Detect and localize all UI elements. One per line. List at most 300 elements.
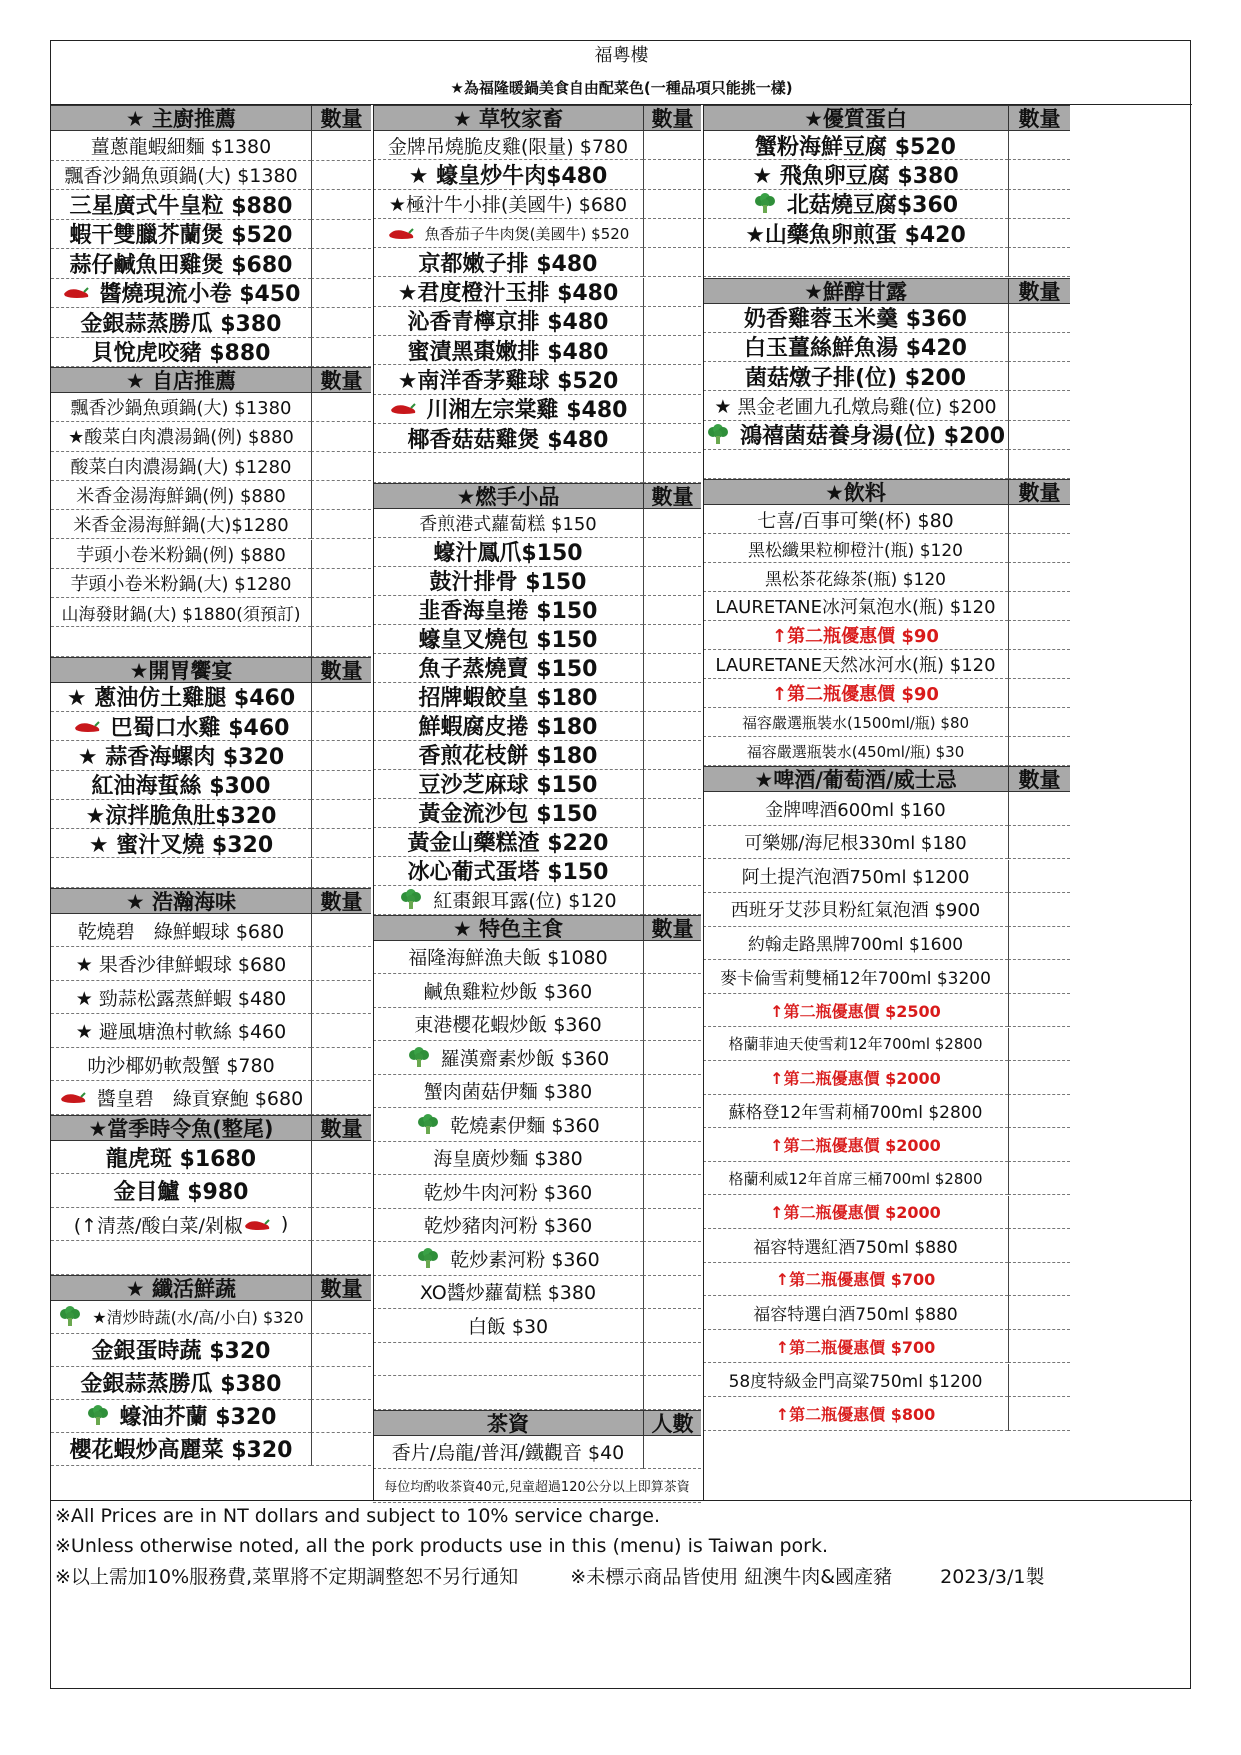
quantity-cell[interactable]: [311, 1433, 371, 1466]
quantity-cell[interactable]: [311, 1208, 371, 1242]
quantity-cell[interactable]: [1008, 1196, 1070, 1230]
quantity-cell[interactable]: [311, 1334, 371, 1367]
menu-item: [373, 278, 643, 307]
menu-item: [373, 453, 643, 482]
quantity-cell[interactable]: [643, 395, 701, 424]
chili-icon: [243, 1213, 281, 1235]
quantity-cell[interactable]: [1008, 450, 1070, 479]
menu-item-text: 福隆海鮮漁夫飯 $1080: [408, 947, 608, 970]
quantity-cell[interactable]: [1008, 391, 1070, 420]
quantity-cell[interactable]: [643, 1209, 701, 1243]
menu-item-text: ↑第二瓶優惠價 $800: [775, 1404, 936, 1424]
section-header: ★ 自店推薦: [51, 367, 311, 393]
menu-item-text: ↑第二瓶優惠價 $700: [775, 1270, 936, 1290]
quantity-cell[interactable]: [1008, 248, 1070, 277]
menu-item: [373, 1209, 643, 1243]
quantity-cell[interactable]: [1008, 160, 1070, 189]
menu-item-text: 金牌啤酒600ml $160: [765, 799, 946, 821]
quantity-cell[interactable]: [1008, 679, 1070, 708]
quantity-cell[interactable]: [311, 249, 371, 279]
quantity-cell[interactable]: [1008, 1296, 1070, 1330]
quantity-cell[interactable]: [643, 857, 701, 886]
quantity-cell[interactable]: [643, 741, 701, 770]
menu-item: [51, 131, 311, 161]
menu-item: [373, 1175, 643, 1209]
menu-item-text: 豆沙芝麻球 $150: [418, 773, 598, 799]
menu-item-text: 蒜仔鹹魚田雞煲 $680: [69, 252, 293, 278]
quantity-cell[interactable]: [1008, 927, 1070, 961]
menu-item: [703, 219, 1008, 248]
menu-item: [51, 627, 311, 656]
quantity-cell[interactable]: [643, 453, 701, 482]
quantity-cell[interactable]: [311, 981, 371, 1015]
quantity-cell[interactable]: [311, 1081, 371, 1115]
menu-item: [373, 1108, 643, 1142]
quantity-cell[interactable]: [1008, 621, 1070, 650]
menu-item: [373, 1469, 701, 1503]
quantity-cell[interactable]: [1008, 1028, 1070, 1062]
menu-item-text: 麥卡倫雪莉雙桶12年700ml $3200: [720, 969, 991, 990]
menu-item-text: 米香金湯海鮮鍋(例) $880: [76, 486, 286, 508]
quantity-cell[interactable]: [1008, 592, 1070, 621]
menu-item-text: 招牌蝦餃皇 $180: [418, 686, 598, 712]
menu-item-text: ★ 勁蒜松露蒸鮮蝦 $480: [75, 987, 287, 1010]
quantity-cell[interactable]: [311, 598, 371, 627]
menu-item-text: 椰香菇菇雞煲 $480: [407, 427, 609, 453]
menu-item: [703, 421, 1008, 450]
quantity-cell[interactable]: [643, 683, 701, 712]
menu-item: [51, 1174, 311, 1208]
quantity-cell[interactable]: [1008, 362, 1070, 391]
menu-item: [51, 452, 311, 481]
menu-item-text: 沁香青檸京排 $480: [407, 310, 609, 336]
menu-item: [703, 1397, 1008, 1431]
quantity-cell[interactable]: [1008, 333, 1070, 362]
menu-item: [373, 538, 643, 567]
quantity-cell[interactable]: [311, 279, 371, 309]
menu-item: [703, 1162, 1008, 1196]
quantity-cell[interactable]: [311, 308, 371, 338]
menu-item: [703, 1028, 1008, 1062]
quantity-cell[interactable]: [643, 974, 701, 1008]
menu-item-text: 鴻禧菌菇養身湯(位) $200: [740, 424, 1005, 450]
quantity-cell[interactable]: [311, 393, 371, 422]
menu-item: [373, 1008, 643, 1042]
section-header: ★鮮醇甘露: [703, 278, 1008, 304]
menu-item: [373, 799, 643, 828]
menu-item: [51, 829, 311, 858]
menu-item-text: 每位均酌收茶資40元,兒童超過120公分以上即算茶資: [384, 1480, 690, 1496]
quantity-cell[interactable]: [643, 1175, 701, 1209]
quantity-cell[interactable]: [311, 569, 371, 598]
quantity-cell[interactable]: [1008, 1397, 1070, 1431]
quantity-cell[interactable]: [311, 829, 371, 858]
quantity-header: 數量: [643, 105, 701, 131]
quantity-cell[interactable]: [1008, 792, 1070, 826]
quantity-cell[interactable]: [643, 1041, 701, 1075]
quantity-cell[interactable]: [643, 131, 701, 160]
quantity-cell[interactable]: [1008, 1364, 1070, 1398]
menu-item: [703, 505, 1008, 534]
menu-item: [373, 974, 643, 1008]
quantity-cell[interactable]: [1008, 505, 1070, 534]
menu-item-text: LAURETANE冰河氣泡水(瓶) $120: [715, 597, 996, 619]
quantity-cell[interactable]: [1008, 960, 1070, 994]
menu-item: [703, 391, 1008, 420]
quantity-cell[interactable]: [311, 1241, 371, 1275]
menu-item: [51, 1433, 311, 1466]
menu-item-text: 西班牙艾莎貝粉紅氣泡酒 $900: [730, 900, 981, 922]
menu-item: [703, 994, 1008, 1028]
quantity-cell[interactable]: [311, 627, 371, 656]
menu-item-text: 米香金湯海鮮鍋(大)$1280: [73, 515, 289, 537]
quantity-cell[interactable]: [643, 538, 701, 567]
quantity-cell[interactable]: [643, 1242, 701, 1276]
section-header: ★ 纖活鮮蔬: [51, 1275, 311, 1301]
menu-item-text: ↑第二瓶優惠價 $90: [772, 684, 939, 706]
quantity-cell[interactable]: [311, 131, 371, 161]
menu-item: [51, 1208, 311, 1242]
menu-item-text: ↑第二瓶優惠價 $2500: [770, 1001, 941, 1021]
quantity-cell[interactable]: [643, 219, 701, 248]
menu-item-text: 薑蔥龍蝦細麵 $1380: [90, 135, 272, 158]
menu-item: [373, 741, 643, 770]
menu-item-text: 魚子蒸燒賣 $150: [418, 657, 598, 683]
quantity-cell[interactable]: [1008, 1229, 1070, 1263]
chili-icon: [59, 1087, 97, 1109]
menu-item: [703, 1061, 1008, 1095]
menu-item-text: 格蘭利威12年首席三桶700ml $2800: [728, 1169, 983, 1188]
section-header: ★啤酒/葡萄酒/威士忌: [703, 766, 1008, 792]
footer-note-prices: ※All Prices are in NT dollars and subject to 10% service charge.: [51, 1500, 1192, 1530]
quantity-cell[interactable]: [311, 540, 371, 569]
quantity-cell[interactable]: [643, 828, 701, 857]
menu-item: [373, 1309, 643, 1343]
menu-item: [373, 248, 643, 277]
menu-item-text: 飄香沙鍋魚頭鍋(大) $1380: [64, 165, 298, 188]
quantity-cell[interactable]: [311, 914, 371, 948]
menu-item: [703, 1128, 1008, 1162]
quantity-cell[interactable]: [643, 1343, 701, 1377]
quantity-cell[interactable]: [311, 452, 371, 481]
quantity-cell[interactable]: [643, 1436, 701, 1470]
menu-item: [51, 800, 311, 829]
chili-icon: [389, 396, 427, 421]
quantity-cell[interactable]: [643, 1276, 701, 1310]
menu-item-text: ★君度橙汁玉排 $480: [397, 281, 619, 307]
menu-item: [51, 1048, 311, 1082]
menu-item-text: ↑第二瓶優惠價 $2000: [770, 1136, 941, 1156]
menu-item: [703, 248, 1008, 277]
quantity-cell[interactable]: [643, 596, 701, 625]
menu-item: [51, 393, 311, 422]
quantity-cell[interactable]: [311, 422, 371, 451]
quantity-cell[interactable]: [311, 481, 371, 510]
section-header: ★開胃饗宴: [51, 657, 311, 683]
quantity-header: 數量: [311, 105, 371, 131]
menu-item-text: 海皇廣炒麵 $380: [433, 1148, 583, 1171]
quantity-cell[interactable]: [311, 800, 371, 829]
quantity-cell[interactable]: [1008, 190, 1070, 219]
menu-item: [51, 338, 311, 368]
menu-item: [373, 160, 643, 189]
quantity-cell[interactable]: [643, 1142, 701, 1176]
footer-note-pork: ※Unless otherwise noted, all the pork products use in this (menu) is Taiwan pork.: [55, 1535, 828, 1557]
menu-item: [51, 161, 311, 191]
menu-item: [51, 1141, 311, 1175]
quantity-cell[interactable]: [1008, 826, 1070, 860]
menu-item-text: 芋頭小卷米粉鍋(例) $880: [76, 544, 286, 566]
menu-item: [51, 947, 311, 981]
quantity-cell[interactable]: [311, 1367, 371, 1400]
menu-item-text: 蝦干雙臘芥蘭煲 $520: [69, 223, 293, 249]
section-header: ★飲料: [703, 479, 1008, 505]
quantity-cell[interactable]: [1008, 860, 1070, 894]
menu-item-text: ★ 飛魚卵豆腐 $380: [752, 163, 959, 189]
menu-item-text: 韭香海皇捲 $150: [418, 599, 598, 625]
quantity-cell[interactable]: [1008, 219, 1070, 248]
section-header: 茶資: [373, 1410, 643, 1436]
quantity-cell[interactable]: [311, 1301, 371, 1334]
menu-item-text: 白玉薑絲鮮魚湯 $420: [744, 336, 967, 362]
menu-item: [373, 683, 643, 712]
quantity-cell[interactable]: [643, 886, 701, 915]
quantity-cell[interactable]: [1008, 650, 1070, 679]
menu-item: [51, 569, 311, 598]
quantity-cell[interactable]: [311, 712, 371, 741]
menu-item: [373, 219, 643, 248]
quantity-cell[interactable]: [643, 509, 701, 538]
quantity-cell[interactable]: [1008, 1095, 1070, 1129]
quantity-cell[interactable]: [311, 1048, 371, 1082]
menu-item-text: 鮮蝦腐皮捲 $180: [418, 715, 598, 741]
quantity-cell[interactable]: [643, 770, 701, 799]
menu-item: [373, 1075, 643, 1109]
section-header: ★當季時令魚(整尾): [51, 1115, 311, 1141]
quantity-cell[interactable]: [311, 1014, 371, 1048]
quantity-cell[interactable]: [311, 771, 371, 800]
quantity-cell[interactable]: [311, 859, 371, 888]
menu-item-text: 金牌吊燒脆皮雞(限量) $780: [387, 135, 629, 158]
quantity-header: 數量: [1008, 278, 1070, 304]
quantity-cell[interactable]: [311, 1174, 371, 1208]
quantity-cell[interactable]: [643, 160, 701, 189]
quantity-header: 數量: [1008, 479, 1070, 505]
item-suffix: ): [280, 1213, 289, 1236]
quantity-cell[interactable]: [643, 190, 701, 219]
menu-item-text: 乾炒牛肉河粉 $360: [423, 1181, 593, 1204]
menu-item-text: 菌菇燉子排(位) $200: [745, 365, 966, 391]
menu-item-text: 芋頭小卷米粉鍋(大) $1280: [70, 573, 292, 595]
menu-item: [373, 1242, 643, 1276]
quantity-header: 數量: [311, 888, 371, 914]
menu-item: [51, 1241, 311, 1275]
menu-item: [51, 1301, 311, 1334]
menu-item-text: 櫻花蝦炒高麗菜 $320: [69, 1438, 293, 1464]
quantity-cell[interactable]: [311, 1141, 371, 1175]
menu-item-text: 蜜漬黑棗嫩排 $480: [407, 339, 609, 365]
menu-item-text: 東港櫻花蝦炒飯 $360: [414, 1014, 602, 1037]
quantity-cell[interactable]: [1008, 131, 1070, 160]
menu-item: [51, 220, 311, 250]
menu-item: [373, 828, 643, 857]
menu-item: [373, 857, 643, 886]
quantity-cell[interactable]: [1008, 563, 1070, 592]
quantity-cell[interactable]: [1008, 893, 1070, 927]
menu-item-text: 58度特級金門高粱750ml $1200: [728, 1372, 983, 1393]
menu-item: [51, 1400, 311, 1433]
quantity-cell[interactable]: [1008, 1162, 1070, 1196]
menu-item-text: ★ 避風塘漁村軟絲 $460: [75, 1021, 287, 1044]
menu-item: [373, 424, 643, 453]
menu-sheet: [50, 40, 1191, 1689]
menu-item: [51, 712, 311, 741]
quantity-header: 數量: [311, 657, 371, 683]
menu-subtitle: ★為福隆暖鍋美食自由配菜色(一種品項只能挑一樣): [51, 71, 1192, 105]
section-header: ★ 浩瀚海味: [51, 888, 311, 914]
quantity-cell[interactable]: [1008, 737, 1070, 766]
menu-item-text: 北菇燒豆腐$360: [786, 193, 959, 219]
menu-item-text: 川湘左宗棠雞 $480: [426, 398, 628, 424]
chili-icon: [387, 224, 425, 242]
menu-item: [373, 625, 643, 654]
quantity-cell[interactable]: [311, 510, 371, 539]
menu-item-text: ↑第二瓶優惠價 $90: [772, 626, 939, 648]
quantity-cell[interactable]: [643, 424, 701, 453]
menu-item: [373, 770, 643, 799]
footer-service-text: ※以上需加10%服務費,菜單將不定期調整恕不另行通知: [55, 1566, 519, 1588]
quantity-cell[interactable]: [643, 1075, 701, 1109]
restaurant-title: 福粵樓: [594, 45, 649, 66]
menu-item-text: ★ 蜜汁叉燒 $320: [88, 832, 274, 858]
quantity-cell[interactable]: [643, 1008, 701, 1042]
menu-item-text: 白飯 $30: [467, 1315, 549, 1338]
menu-item-text: 醬燒現流小卷 $450: [99, 282, 301, 308]
quantity-cell[interactable]: [1008, 708, 1070, 737]
menu-item-text: 金銀蛋時蔬 $320: [91, 1339, 271, 1365]
quantity-cell[interactable]: [643, 278, 701, 307]
menu-item-text: 乾炒素河粉 $360: [450, 1248, 600, 1271]
menu-item: [51, 1014, 311, 1048]
broccoli-icon: [399, 888, 433, 911]
quantity-cell[interactable]: [311, 161, 371, 191]
broccoli-icon: [58, 1306, 92, 1328]
menu-item-text: 乾燒素伊麵 $360: [450, 1114, 600, 1137]
quantity-header: 數量: [311, 367, 371, 393]
quantity-cell[interactable]: [643, 654, 701, 683]
menu-item-text: 奶香雞蓉玉米羹 $360: [744, 307, 967, 333]
menu-item: [373, 1041, 643, 1075]
quantity-cell[interactable]: [643, 567, 701, 596]
menu-item: [703, 1330, 1008, 1364]
section-header: ★ 特色主食: [373, 915, 643, 941]
quantity-cell[interactable]: [1008, 1128, 1070, 1162]
menu-item-text: 蠔皇叉燒包 $150: [418, 628, 598, 654]
menu-item: [373, 596, 643, 625]
quantity-cell[interactable]: [311, 1400, 371, 1433]
menu-item: [703, 650, 1008, 679]
menu-item-text: ★ 蒜香海螺肉 $320: [77, 744, 285, 770]
menu-item-text: 黑松纖果粒柳橙汁(瓶) $120: [748, 540, 963, 561]
quantity-cell[interactable]: [1008, 304, 1070, 333]
menu-item-text: 飄香沙鍋魚頭鍋(大) $1380: [70, 398, 292, 420]
broccoli-icon: [416, 1113, 450, 1136]
quantity-cell[interactable]: [311, 947, 371, 981]
quantity-cell[interactable]: [311, 190, 371, 220]
quantity-cell[interactable]: [643, 365, 701, 394]
quantity-cell[interactable]: [643, 941, 701, 975]
menu-item: [373, 654, 643, 683]
menu-item-text: 蟹肉菌菇伊麵 $380: [423, 1081, 593, 1104]
quantity-cell[interactable]: [1008, 1330, 1070, 1364]
menu-item: [51, 1334, 311, 1367]
quantity-cell[interactable]: [643, 1309, 701, 1343]
menu-item-text: 鹹魚雞粒炒飯 $360: [423, 980, 593, 1003]
menu-item: [373, 509, 643, 538]
broccoli-icon: [86, 1403, 120, 1428]
menu-item-text: 魚香茄子牛肉煲(美國牛) $520: [424, 224, 630, 243]
quantity-cell[interactable]: [1008, 1061, 1070, 1095]
quantity-cell[interactable]: [643, 307, 701, 336]
menu-item: [373, 1276, 643, 1310]
menu-item-text: 福容特選白酒750ml $880: [753, 1305, 958, 1326]
menu-item-text: 巴蜀口水雞 $460: [110, 715, 290, 741]
quantity-cell[interactable]: [643, 248, 701, 277]
menu-item-text: ★ 果香沙律鮮蝦球 $680: [75, 954, 287, 977]
quantity-cell[interactable]: [1008, 1263, 1070, 1297]
menu-item: [51, 859, 311, 888]
menu-item-text: ★涼拌脆魚肚$320: [85, 803, 277, 829]
menu-item: [51, 981, 311, 1015]
quantity-cell[interactable]: [643, 1108, 701, 1142]
menu-item-text: 叻沙椰奶軟殼蟹 $780: [87, 1054, 275, 1077]
quantity-header: 數量: [1008, 105, 1070, 131]
menu-item: [703, 304, 1008, 333]
chili-icon: [62, 280, 100, 305]
menu-item: [703, 960, 1008, 994]
menu-item-text: ★ 蠔皇炒牛肉$480: [408, 163, 608, 189]
quantity-cell[interactable]: [643, 625, 701, 654]
menu-item: [51, 249, 311, 279]
menu-item-text: 鼓汁排骨 $150: [429, 570, 587, 596]
quantity-cell[interactable]: [643, 799, 701, 828]
menu-item-text: 香片/烏龍/普洱/鐵觀音 $40: [391, 1442, 625, 1465]
menu-item-text: ↑第二瓶優惠價 $2000: [770, 1203, 941, 1223]
menu-item: [703, 826, 1008, 860]
footer-date: 2023/3/1製: [940, 1566, 1045, 1588]
menu-item: [703, 592, 1008, 621]
quantity-cell[interactable]: [311, 338, 371, 368]
menu-item-text: 醬皇碧 綠貢寮鮑 $680: [96, 1088, 304, 1111]
quantity-cell[interactable]: [311, 220, 371, 250]
menu-item: [703, 679, 1008, 708]
quantity-cell[interactable]: [311, 741, 371, 770]
menu-item-text: 福容嚴選瓶裝水(1500ml/瓶) $80: [741, 713, 970, 732]
quantity-cell[interactable]: [311, 683, 371, 712]
menu-item-text: 福容特選紅酒750ml $880: [753, 1237, 958, 1258]
quantity-cell[interactable]: [643, 712, 701, 741]
menu-item: [703, 1364, 1008, 1398]
quantity-cell[interactable]: [643, 336, 701, 365]
menu-item: [51, 683, 311, 712]
quantity-cell[interactable]: [643, 1376, 701, 1410]
quantity-cell[interactable]: [1008, 534, 1070, 563]
quantity-header: 數量: [643, 483, 701, 509]
quantity-cell[interactable]: [1008, 421, 1070, 450]
menu-item: [703, 927, 1008, 961]
quantity-cell[interactable]: [1008, 994, 1070, 1028]
section-header: ★優質蛋白: [703, 105, 1008, 131]
